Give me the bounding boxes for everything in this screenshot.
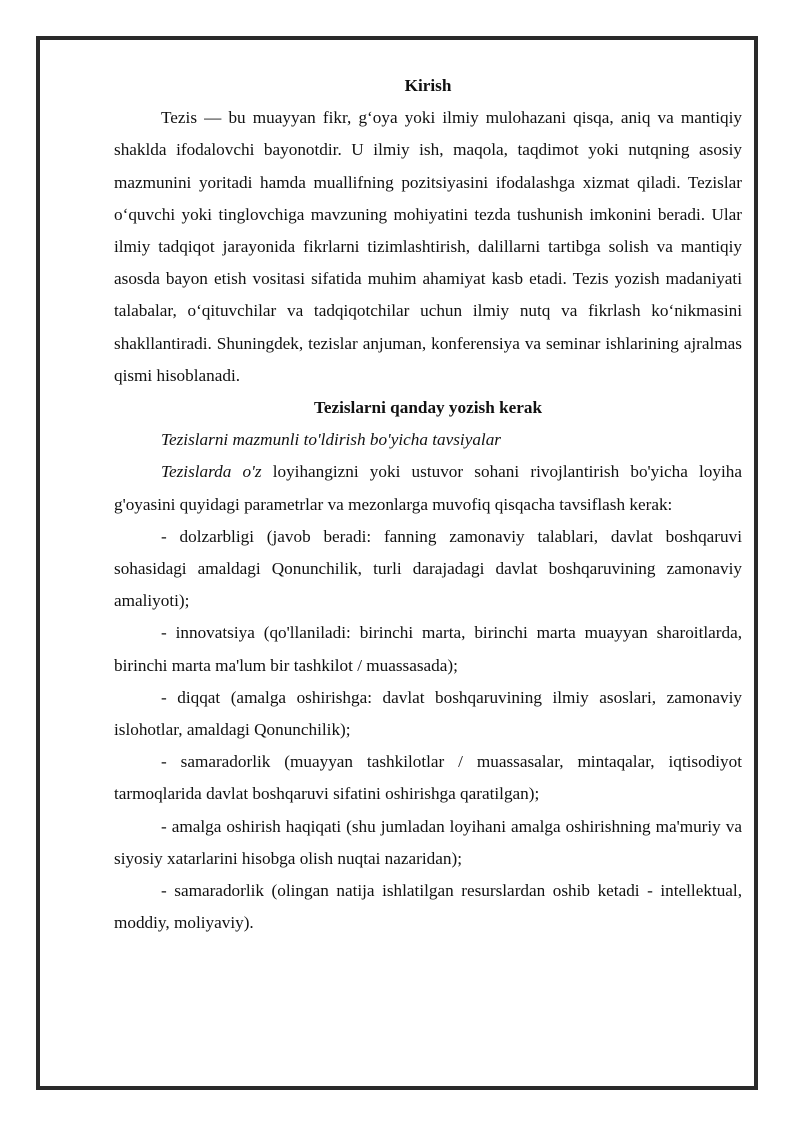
intro-paragraph: Tezis — bu muayyan fikr, g‘oya yoki ilmiy mulohazani qisqa, aniq va mantiqiy shaklda ifodalovchi bayonotdir. U ilmiy ish, maqola, taqdimot yoki nutqning asosiy mazmunini yoritadi hamda muallifning pozitsiyasini ifodalashga xizmat qiladi. Tezislar o‘quvchi yoki tinglovchiga mavzuning mohiyatini tezda tushunish imkonini beradi. Ular ilmiy tadqiqot jarayonida fikrlarni tizimlashtirish, dalillarni tartibga solish va mantiqiy asosda bayon etish vositasi sifatida muhim ahamiyat kasb etadi. Tezis yozish madaniyati talabalar, o‘qituvchilar va tadqiqotchilar uchun ilmiy nutq va fikrlash ko‘nikmasini shakllantiradi. Shuningdek, tezislar anjuman, konferensiya va seminar ishlarining ajralmas qismi hisoblanadi. [114, 108, 742, 385]
list-item: - diqqat (amalga oshirishga: davlat boshqaruvining ilmiy asoslari, zamonaviy islohotlar, amaldagi Qonunchilik); [114, 687, 742, 740]
list-item: - amalga oshirish haqiqati (shu jumladan loyihani amalga oshirishning ma'muriy va siyosiy xatarlarini hisobga olish nuqtai nazaridan); [114, 816, 742, 868]
list-item: - dolzarbligi (javob beradi: fanning zamonaviy talablari, davlat boshqaruvi sohasidagi amaldagi Qonunchilik, turli darajadagi davlat boshqaruvining zamonaviy amaliyoti); [114, 526, 742, 611]
lead-paragraph [114, 456, 742, 520]
list-item: - samaradorlik (muayyan tashkilotlar / muassasalar, mintaqalar, iqtisodiyot tarmoqlarida davlat boshqaruvi sifatini oshirishga qaratilgan); [114, 752, 742, 804]
section-heading: Tezislarni qanday yozish kerak [313, 398, 543, 418]
subtitle: Tezislarni mazmunli to'ldirish bo'yicha tavsiyalar [161, 430, 501, 450]
list-item: - innovatsiya (qo'llaniladi: birinchi marta, birinchi marta muayyan sharoitlarda, birinchi marta ma'lum bir tashkilot / muassasada); [114, 623, 742, 675]
list-item: - samaradorlik (olingan natija ishlatilgan resurslardan oshib ketadi - intellektual, moddiy, moliyaviy). [114, 881, 742, 933]
lead-italic: Tezislarda o'z [161, 462, 262, 482]
page-title: Kirish [404, 76, 452, 95]
document-body [114, 70, 742, 939]
lead-rest: loyihangizni yoki ustuvor sohani rivojlantirish bo'yicha loyiha g'oyasini quyidagi parametrlar va mezonlarga muvofiq qisqacha tavsiflash kerak: [114, 462, 742, 514]
